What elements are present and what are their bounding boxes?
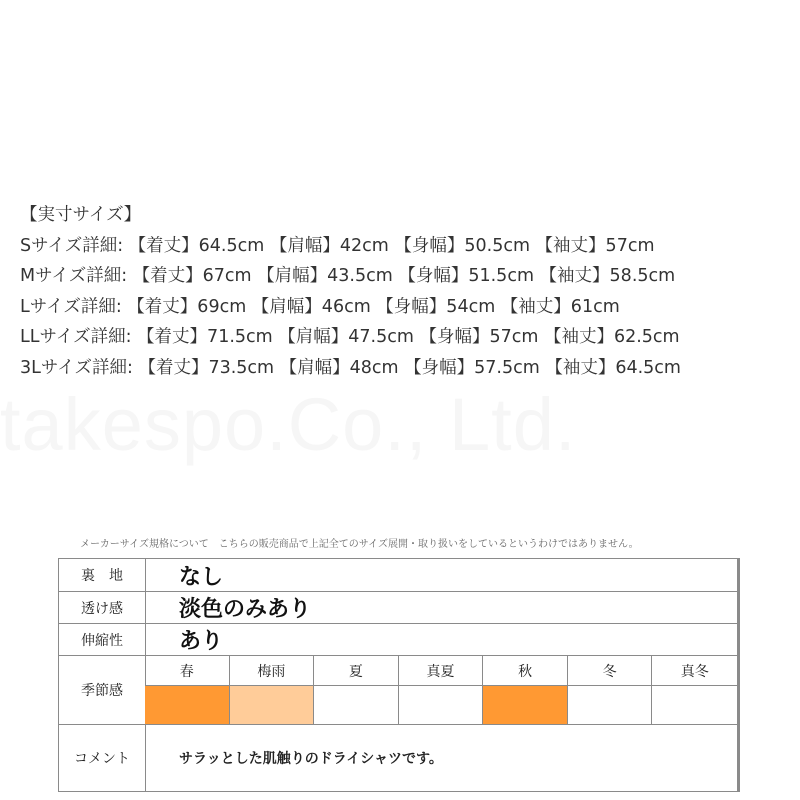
spec-table <box>58 558 740 792</box>
season-name: 梅雨 <box>230 656 315 686</box>
size-detail-l: Lサイズ詳細: 【着丈】69cm 【肩幅】46cm 【身幅】54cm 【袖丈】61cm <box>20 296 620 317</box>
lining-value: なし <box>179 564 224 590</box>
spec-row-lining <box>59 559 737 592</box>
season-name: 冬 <box>568 656 653 686</box>
season-indicator <box>652 686 737 724</box>
stretch-label: 伸縮性 <box>59 624 146 655</box>
season-indicator <box>568 686 653 724</box>
size-detail-m: Mサイズ詳細: 【着丈】67cm 【肩幅】43.5cm 【身幅】51.5cm 【袖丈】58.5cm <box>20 266 676 286</box>
season-name: 真夏 <box>399 656 484 686</box>
season-label: 季節感 <box>59 656 146 724</box>
comment-label: コメント <box>59 725 146 791</box>
spec-row-comment <box>59 725 737 791</box>
stretch-value: あり <box>179 629 224 654</box>
season-indicator <box>145 686 230 724</box>
actual-size-heading: 【実寸サイズ】 <box>20 205 142 225</box>
sheer-label: 透け感 <box>59 592 146 623</box>
season-name: 夏 <box>314 656 399 686</box>
size-note: メーカーサイズ規格について こちらの販売商品で上記全てのサイズ展開・取り扱いをしているというわけではありません。 <box>80 539 639 550</box>
comment-value: サラッとした肌触りのドライシャツです。 <box>179 751 443 767</box>
sheer-value: 淡色のみあり <box>179 597 312 622</box>
season-indicator <box>230 686 315 724</box>
season-indicator <box>483 686 568 724</box>
spec-row-stretch <box>59 624 737 656</box>
actual-size-section <box>20 200 681 383</box>
season-grid <box>145 656 737 724</box>
size-detail-3l: 3Lサイズ詳細: 【着丈】73.5cm 【肩幅】48cm 【身幅】57.5cm 【袖丈】64.5cm <box>20 357 681 378</box>
size-detail-ll: LLサイズ詳細: 【着丈】71.5cm 【肩幅】47.5cm 【身幅】57cm 【袖丈】62.5cm <box>20 327 680 347</box>
season-indicator <box>399 686 484 724</box>
season-name: 春 <box>145 656 230 686</box>
spec-row-sheer <box>59 592 737 624</box>
season-name: 秋 <box>483 656 568 686</box>
watermark-text: takespo.Co., Ltd. <box>0 383 577 466</box>
season-name: 真冬 <box>652 656 737 686</box>
size-detail-s: Sサイズ詳細: 【着丈】64.5cm 【肩幅】42cm 【身幅】50.5cm 【袖丈】57cm <box>20 235 655 256</box>
lining-label: 裏 地 <box>59 559 146 591</box>
spec-row-season <box>59 656 737 725</box>
season-indicator <box>314 686 399 724</box>
